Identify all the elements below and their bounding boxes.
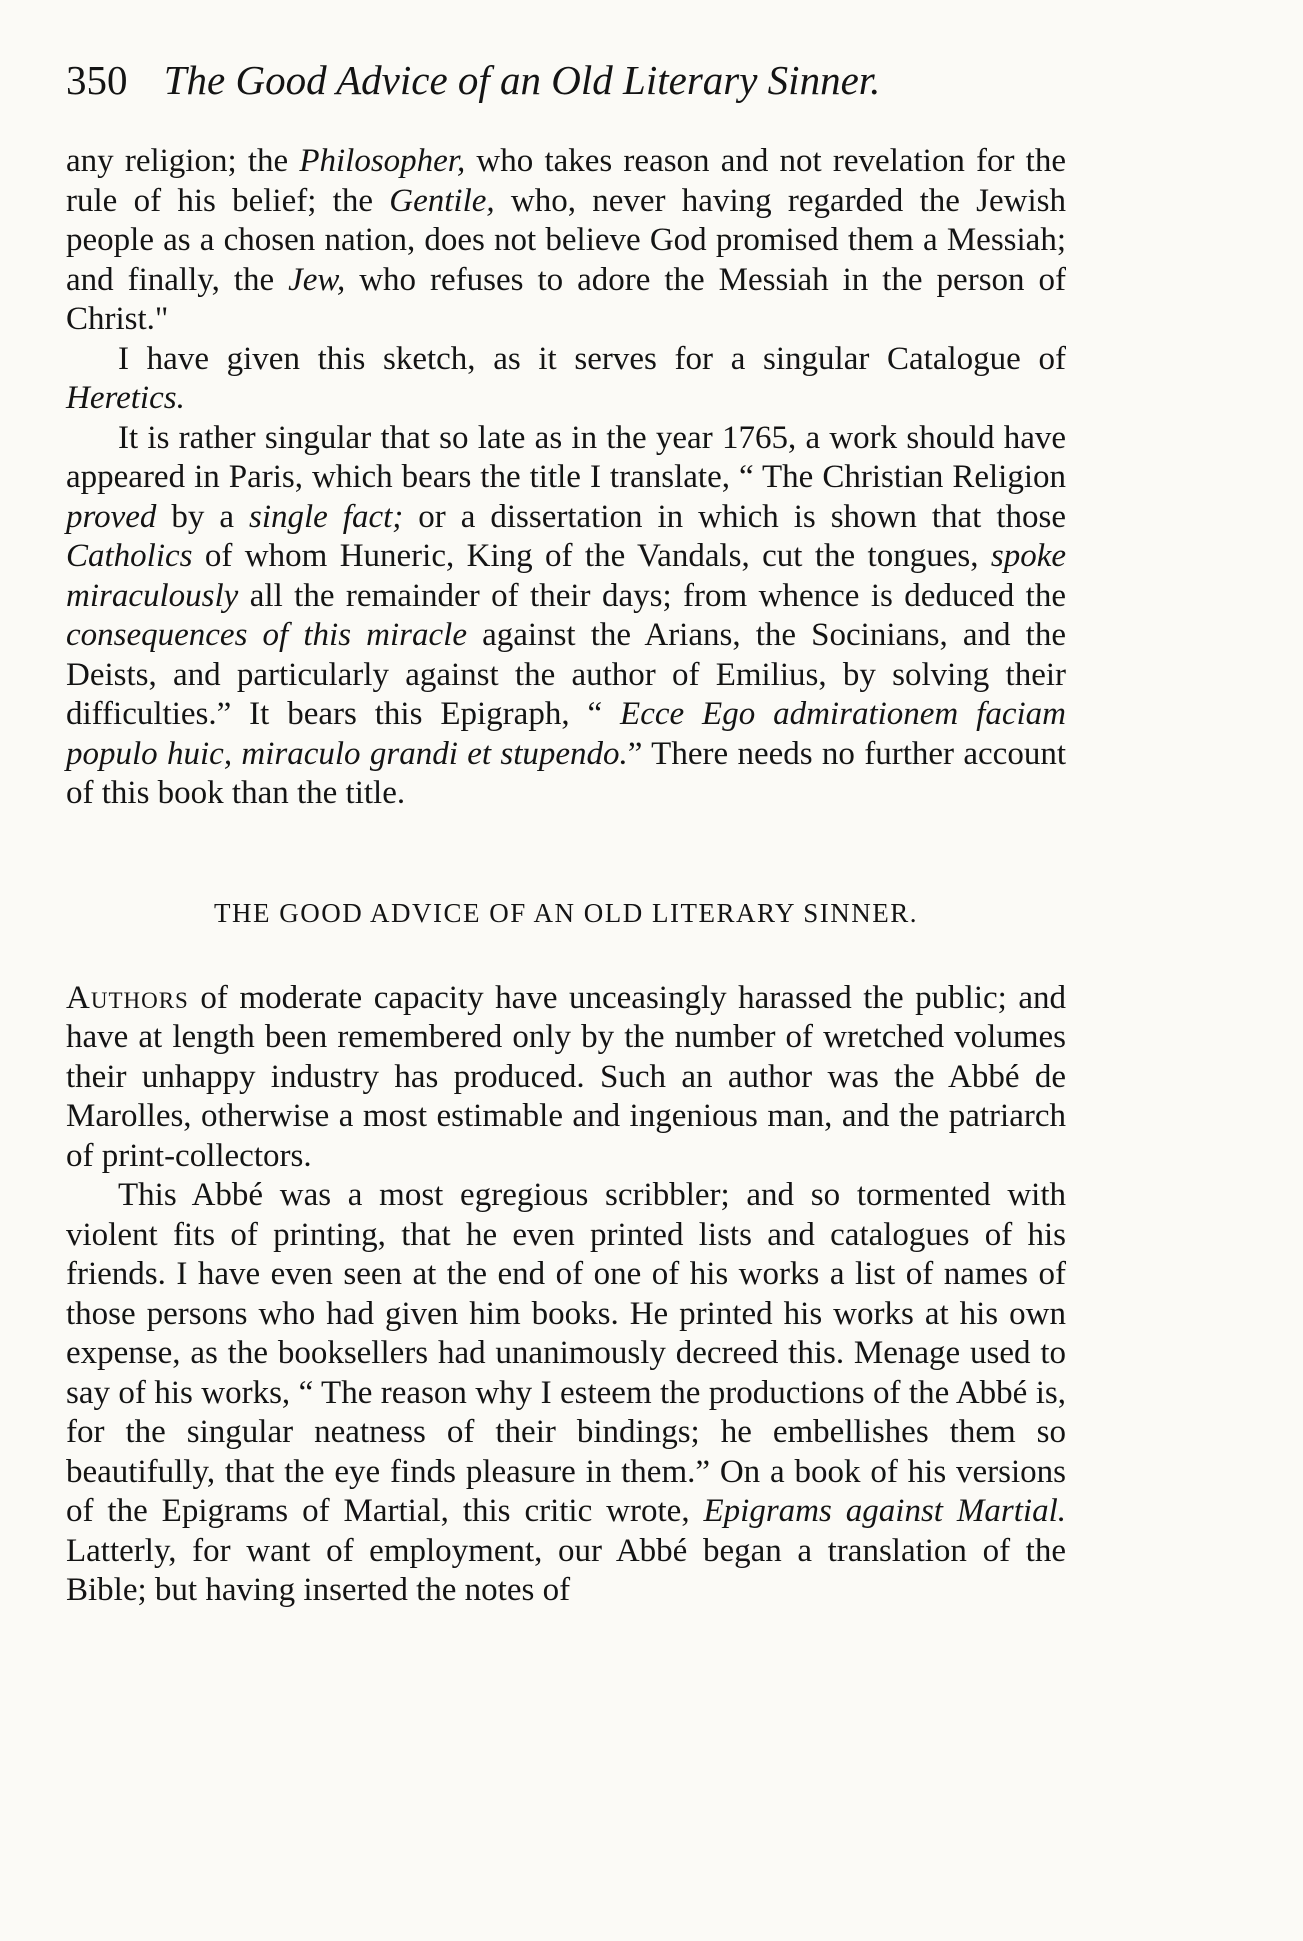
text-run: Latterly, for want of employment, our Abbé began a translation of the Bible; but having inserted the notes of	[66, 1532, 1066, 1608]
text-run: all the remainder of their days; from whence is deduced the	[238, 577, 1066, 614]
text-run: I have given this sketch, as it serves for a singular Catalogue of	[118, 340, 1066, 377]
italic-run: spoke miraculously	[66, 538, 1066, 614]
text-run: of whom Huneric, King of the Vandals, cut the tongues,	[192, 538, 991, 574]
paragraph-sketch	[66, 340, 1066, 419]
running-title: The Good Advice of an Old Literary Sinner.	[163, 57, 881, 103]
paragraph-authors	[66, 979, 1066, 1177]
paragraph-abbe	[66, 1176, 1066, 1611]
book-page	[66, 52, 1066, 1611]
text-run: by a	[156, 498, 249, 535]
italic-run: single fact;	[249, 498, 404, 535]
text-run: ” There needs no further account of this book than the title.	[66, 735, 1066, 811]
page-number: 350	[66, 57, 128, 103]
section-title: THE GOOD ADVICE OF AN OLD LITERARY SINNER.	[214, 897, 918, 928]
text-run: who takes reason and not revelation for the rule of his belief; the	[66, 143, 1066, 219]
paragraph-continued	[66, 142, 1066, 340]
text-run: of moderate capacity have unceasingly harassed the public; and have at length been remembered only by the number of wretched volumes their unhappy industry has produced. Such an author was the Abbé de Marolles, otherwise a most estimable and ingenious man, and the patriarch of print-collectors.	[66, 979, 1066, 1174]
italic-run: Ecce Ego admirationem faciam populo huic, miraculo grandi et stupendo.	[66, 696, 1066, 772]
text-run: or a dissertation in which is shown that those	[403, 498, 1066, 535]
italic-run: proved	[66, 498, 157, 535]
text-run: It is rather singular that so late as in the year 1765, a work should have appeared in Paris, which bears the title I translate, “ The Christian Religion	[66, 419, 1066, 495]
italic-run: Jew,	[288, 261, 346, 298]
italic-run: Philosopher,	[299, 143, 466, 179]
italic-run: consequences of this miracle	[66, 617, 467, 653]
running-head	[66, 52, 1066, 108]
body-text	[66, 142, 1066, 1611]
small-caps-run: Authors	[66, 979, 189, 1016]
text-run: against the Arians, the Socinians, and the Deists, and particularly against the author of Emilius, by solving their difficulties.” It bears this Epigraph, “	[66, 617, 1066, 732]
italic-run: Gentile,	[389, 182, 495, 219]
paragraph-1765-work	[66, 419, 1066, 814]
italic-run: Epigrams against Martial.	[703, 1493, 1066, 1529]
text-run: who refuses to adore the Messiah in the person of Christ."	[66, 261, 1066, 337]
text-run: who, never having regarded the Jewish people as a chosen nation, does not believe God promised them a Messiah; and finally, the	[66, 182, 1066, 298]
italic-run: Catholics	[66, 538, 193, 574]
italic-run: Heretics.	[66, 380, 185, 416]
text-run: This Abbé was a most egregious scribbler; and so tormented with violent fits of printing, that he even printed lists and catalogues of his friends. I have even seen at the end of one of his works a list of names of those persons who had given him books. He printed his works at his own expense, as the booksellers had unanimously decreed this. Menage used to say of his works, “ The reason why I esteem the productions of the Abbé is, for the singular neatness of their bindings; he embellishes them so beautifully, that the eye finds pleasure in them.” On a book of his versions of the Epigrams of Martial, this critic wrote,	[66, 1177, 1066, 1529]
text-run: any religion; the	[66, 143, 300, 179]
